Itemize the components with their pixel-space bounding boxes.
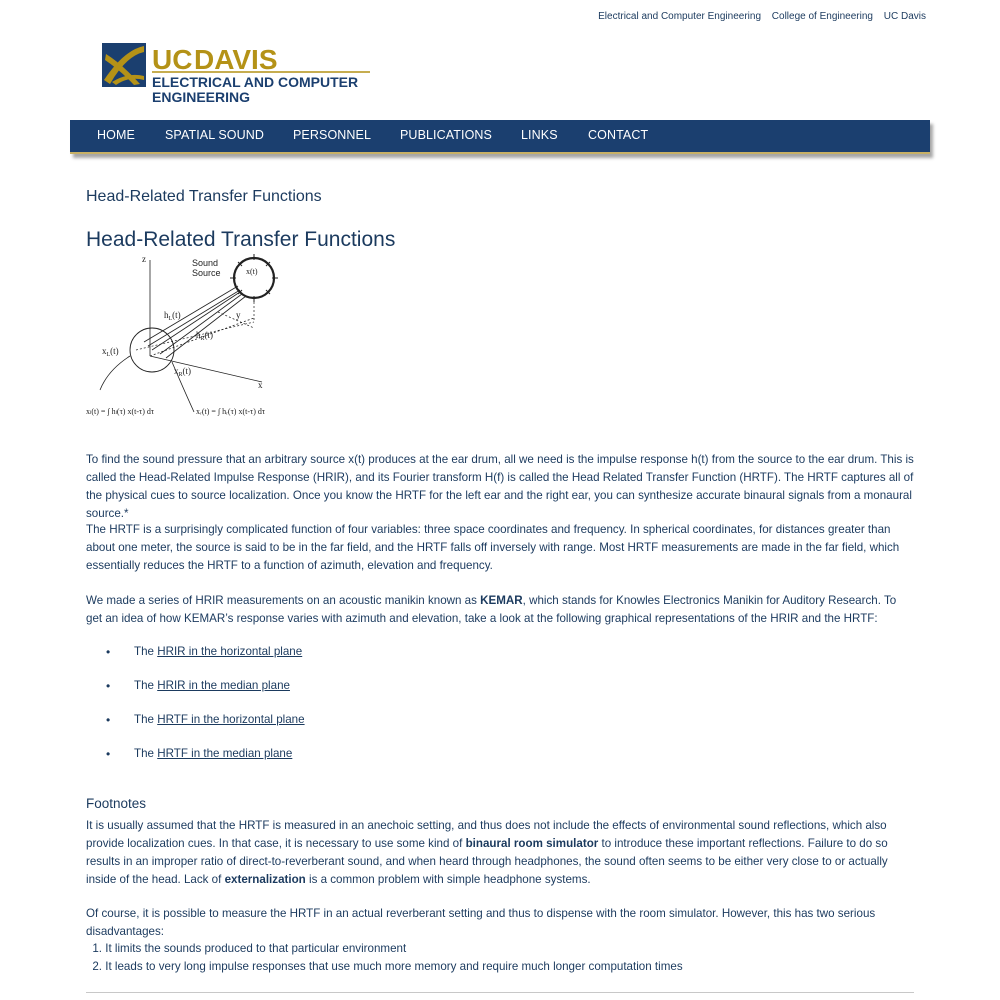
logo-davis: DAVIS [194, 44, 278, 75]
paragraph-variables: The HRTF is a surprisingly complicated function of four variables: three space coordinates and frequency. In spherical coordinates, for distances greater than about one meter, the source is said to be in the far field, and the HRTF falls off inversely with range. Most HRTF measurements are made in the far field, which essentially reduces the HRTF to a function of azimuth, elevation and frequency. [86, 523, 900, 572]
diagram-sound-label: Sound [192, 258, 219, 268]
diagram-y-label: y [236, 310, 241, 320]
diagram-xt-label: x(t) [246, 267, 258, 276]
svg-text:hR(t): $h_R(t)$ [196, 330, 214, 342]
link-hrtf-median[interactable]: HRTF in the median plane [157, 747, 293, 760]
ucdavis-ece-logo[interactable] [102, 42, 372, 104]
hrtf-diagram [86, 252, 292, 424]
paragraph-intro: To find the sound pressure that an arbitrary source x(t) produces at the ear drum, all we need is the impulse response h(t) from the source to the ear drum. This is called the Head-Related Impulse Response (HRIR), and its Fourier transform H(f) is called the Head Related Transfer Function (HRTF). The HRTF captures all of the physical cues to source localization. Once you know the HRTF for the left ear and the right ear, you can synthesize accurate binaural signals from a monaural source.* [86, 453, 914, 520]
diagram-x-label: x [258, 380, 263, 390]
divider [86, 992, 914, 993]
nav-links[interactable]: LINKS [521, 128, 558, 142]
nav-publications[interactable]: PUBLICATIONS [400, 128, 492, 142]
page-title: Head-Related Transfer Functions [86, 188, 322, 205]
link-hrir-horizontal[interactable]: HRIR in the horizontal plane [157, 645, 303, 658]
logo-line1: ELECTRICAL AND COMPUTER [152, 74, 359, 90]
svg-text:xR(t): $x_R(t)$ [174, 366, 192, 378]
logo-uc: UC [152, 44, 193, 75]
svg-text:xL(t): $x_L(t)$ [102, 346, 119, 358]
nav-spatial-sound[interactable]: SPATIAL SOUND [165, 128, 265, 142]
link-hrir-median[interactable]: HRIR in the median plane [157, 679, 290, 692]
article-title: Head-Related Transfer Functions [86, 228, 396, 251]
diagram-eq-right: xᵣ(t) = ∫ hᵣ(τ) x(t-τ) dτ [196, 407, 266, 416]
toplink-ece[interactable]: Electrical and Computer Engineering [598, 11, 762, 22]
disadvantages-list [86, 940, 683, 976]
ucdavis-seal-icon [102, 43, 146, 87]
svg-text:hL(t): $h_L(t)$ [164, 310, 181, 322]
kemar-term: KEMAR [480, 594, 523, 607]
diagram-source-label: Source [192, 268, 221, 278]
paragraph-kemar: We made a series of HRIR measurements on an acoustic manikin known as KEMAR, which stands for Knowles Electronics Manikin for Auditory Research. To get an idea of how KEMAR’s response varies with azimuth and elevation, take a look at the following graphical representations of the HRIR and the HRTF: [86, 594, 897, 625]
toplink-ucdavis[interactable]: UC Davis [883, 11, 926, 22]
diagram-eq-left: xₗ(t) = ∫ hₗ(τ) x(t-τ) dτ [86, 407, 155, 416]
main-nav [70, 120, 930, 154]
nav-contact[interactable]: CONTACT [588, 128, 649, 142]
logo-line2: ENGINEERING [152, 89, 251, 104]
footnote-paragraph: It is usually assumed that the HRTF is measured in an anechoic setting, and thus does not include the effects of environmental sound reflections, which also provide localization cues. In that case, it is necessary to use some kind of binaural room simulator to introduce these important reflections. Failure to do so results in an improper ratio of direct-to-reverberant sound, and when heard through headphones, the sound often seems to be either very close to or actually inside of the head. Lack of externalization is a common problem with simple headphone systems. [86, 819, 888, 886]
nav-home[interactable]: HOME [97, 128, 135, 142]
top-links [590, 11, 926, 22]
toplink-college[interactable]: College of Engineering [771, 11, 873, 22]
diagram-z-label: z [142, 254, 146, 264]
paragraph-reverberant: Of course, it is possible to measure the HRTF in an actual reverberant setting and thus to dispense with the room simulator. However, this has two serious disadvantages: [86, 907, 876, 938]
list-item: 2. It leads to very long impulse responses that use much more memory and require much longer computation times [92, 960, 683, 973]
footnotes-heading: Footnotes [86, 796, 147, 811]
list-item: 1. It limits the sounds produced to that particular environment [92, 942, 407, 955]
nav-personnel[interactable]: PERSONNEL [293, 128, 372, 142]
link-hrtf-horizontal[interactable]: HRTF in the horizontal plane [157, 713, 305, 726]
